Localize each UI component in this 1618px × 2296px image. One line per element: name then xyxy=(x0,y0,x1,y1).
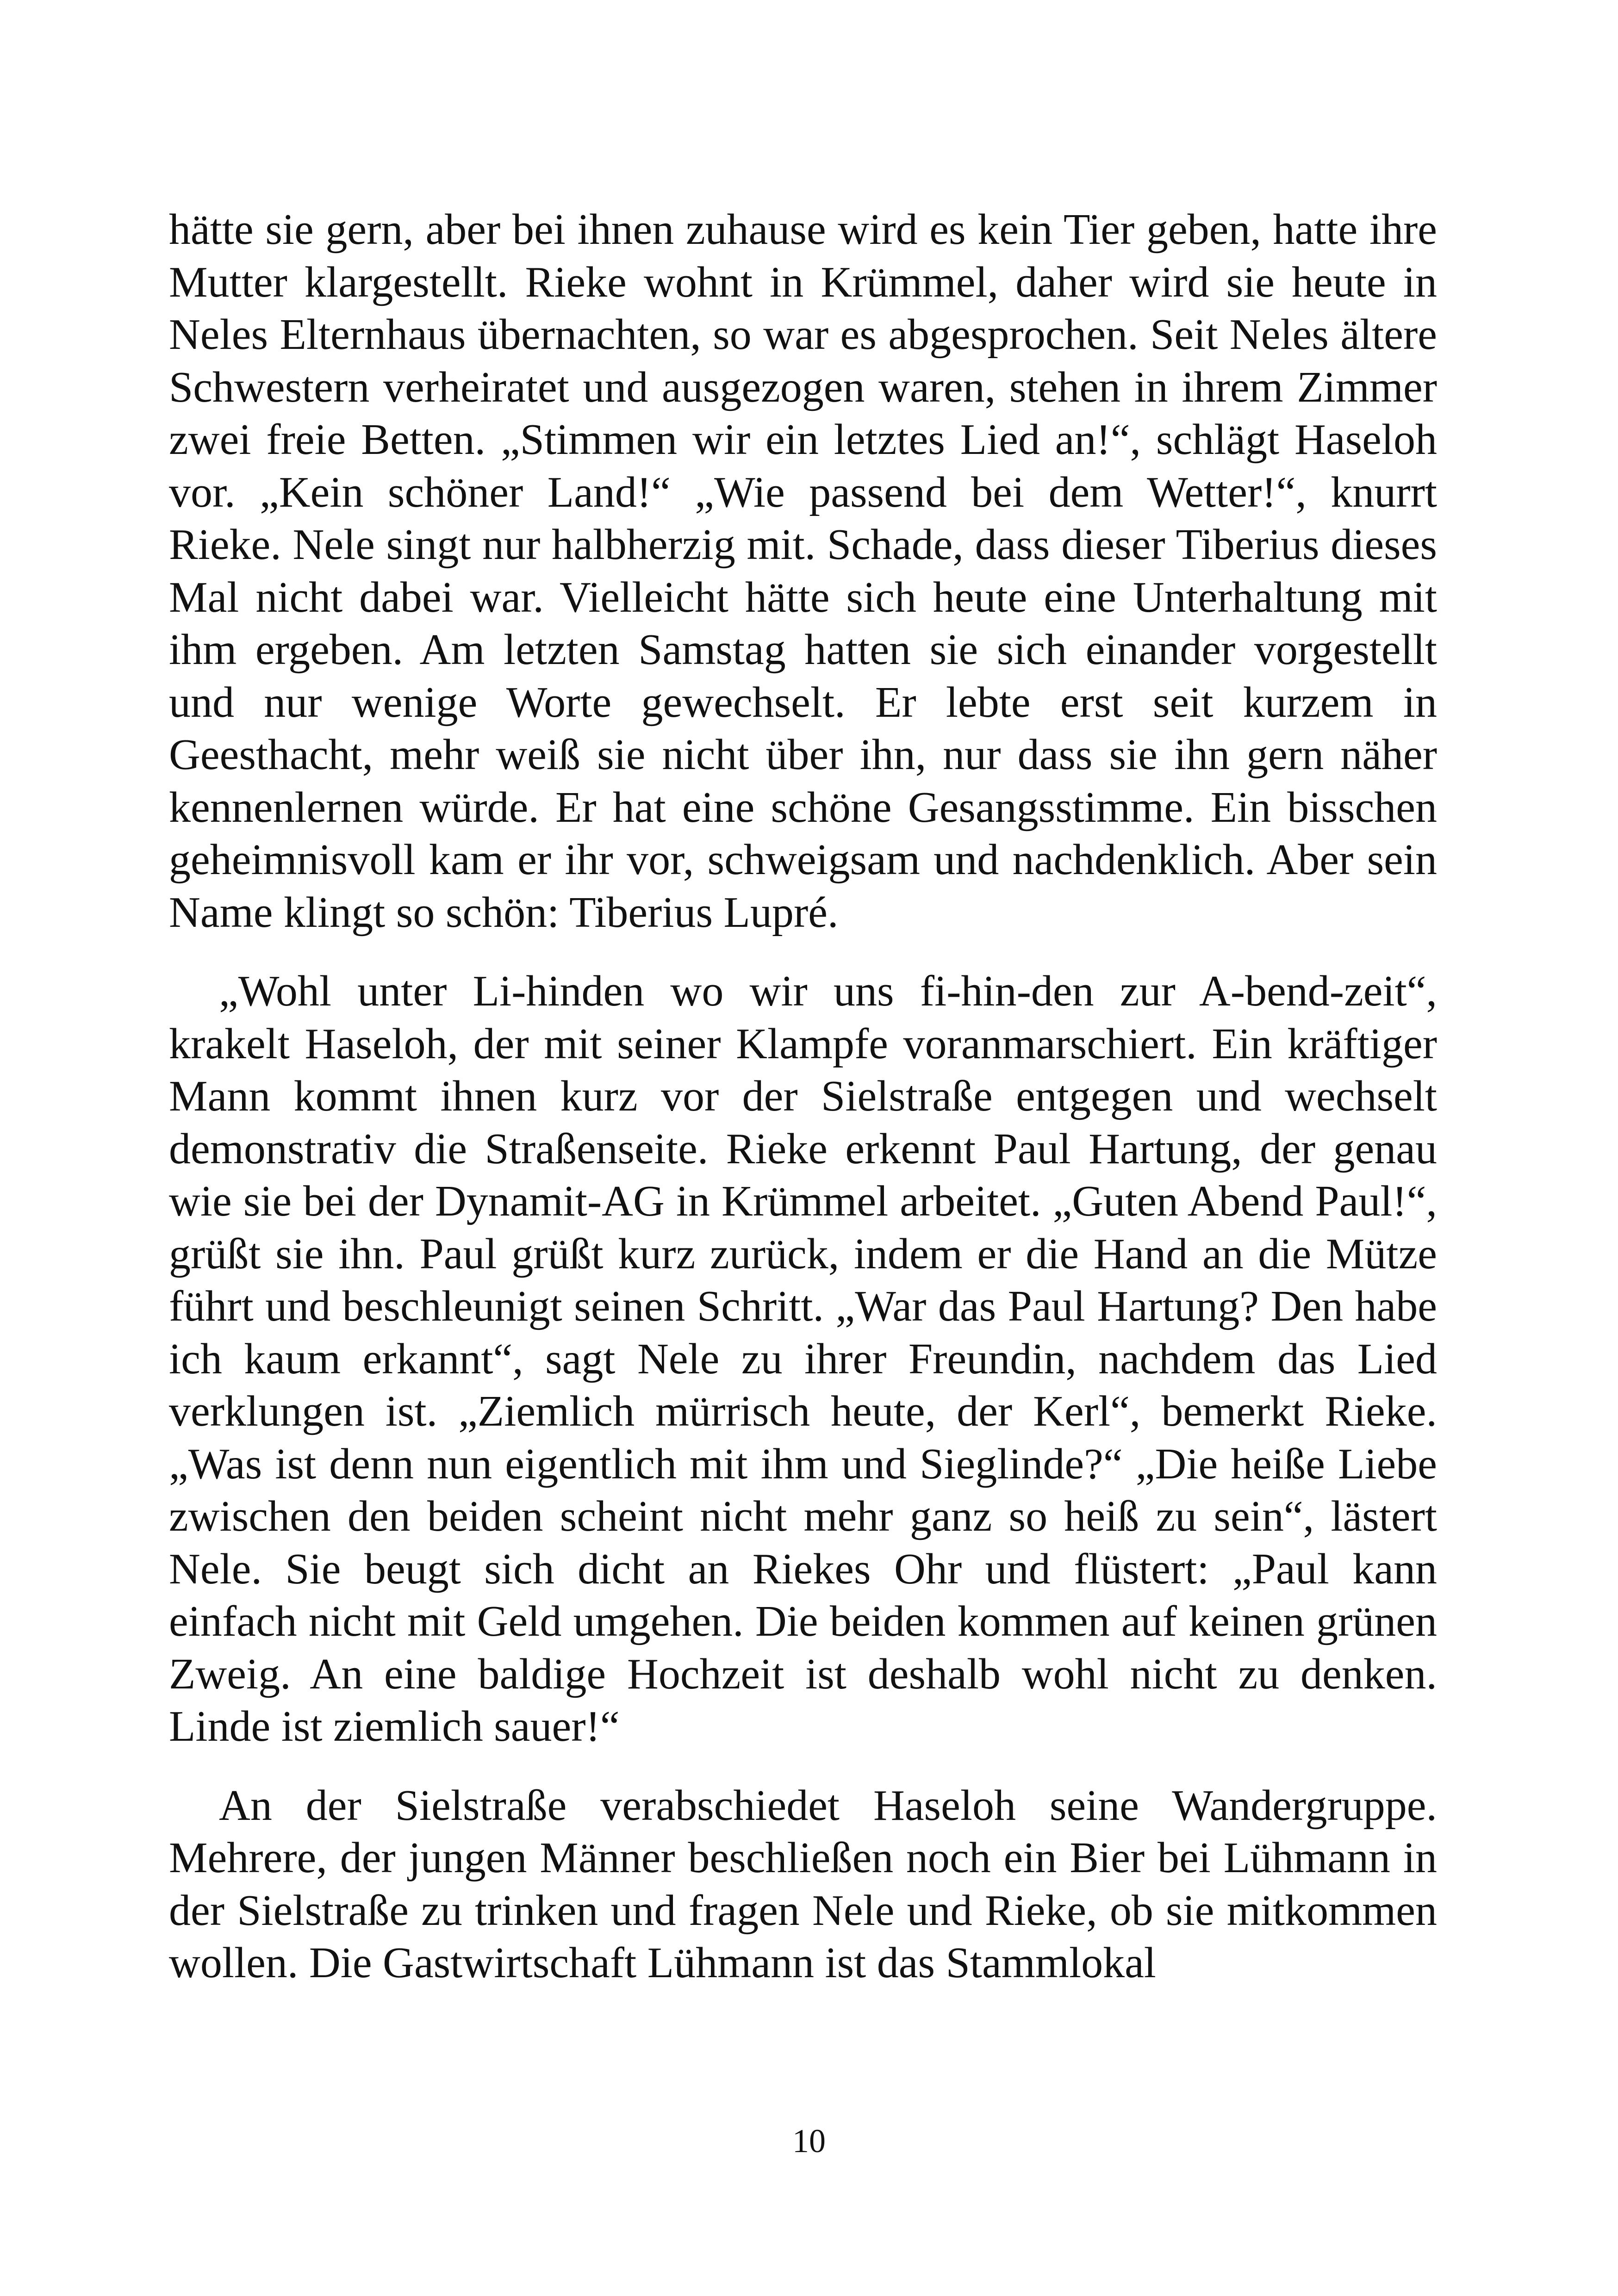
paragraph-1: hätte sie gern, aber bei ihnen zuhause wird es kein Tier geben, hatte ihre Mutter klargestellt. Rieke wohnt in Krümmel, daher wird sie heute in Neles Elternhaus übernachten, so war es abgesprochen. Seit Neles ältere Schwestern verheiratet und ausgezogen waren, stehen in ihrem Zimmer zwei freie Betten. „Stimmen wir ein letztes Lied an!“, schlägt Haseloh vor. „Kein schöner Land!“ „Wie passend bei dem Wetter!“, knurrt Rieke. Nele singt nur halbherzig mit. Schade, dass dieser Tiberius dieses Mal nicht dabei war. Vielleicht hätte sich heute eine Unterhaltung mit ihm ergeben. Am letzten Samstag hatten sie sich einander vorgestellt und nur wenige Worte gewechselt. Er lebte erst seit kurzem in Geesthacht, mehr weiß sie nicht über ihn, nur dass sie ihn gern näher kennenlernen würde. Er hat eine schöne Gesangsstimme. Ein bisschen geheimnisvoll kam er ihr vor, schweigsam und nachdenklich. Aber sein Name klingt so schön: Tiberius Lupré. xyxy=(169,205,1437,937)
paragraph-2: „Wohl unter Li-hinden wo wir uns fi-hin-den zur A-bend-zeit“, krakelt Haseloh, der mit seiner Klampfe voranmarschiert. Ein kräftiger Mann kommt ihnen kurz vor der Sielstraße entgegen und wechselt demonstrativ die Straßenseite. Rieke erkennt Paul Hartung, der genau wie sie bei der Dynamit-AG in Krümmel arbeitet. „Guten Abend Paul!“, grüßt sie ihn. Paul grüßt kurz zurück, indem er die Hand an die Mütze führt und beschleunigt seinen Schritt. „War das Paul Hartung? Den habe ich kaum erkannt“, sagt Nele zu ihrer Freundin, nachdem das Lied verklungen ist. „Ziemlich mürrisch heute, der Kerl“, bemerkt Rieke. „Was ist denn nun eigentlich mit ihm und Sieglinde?“ „Die heiße Liebe zwischen den beiden scheint nicht mehr ganz so heiß zu sein“, lästert Nele. Sie beugt sich dicht an Riekes Ohr und flüstert: „Paul kann einfach nicht mit Geld umgehen. Die beiden kommen auf keinen grünen Zweig. An eine baldige Hochzeit ist deshalb wohl nicht zu denken. Linde ist ziemlich sauer!“ xyxy=(169,967,1437,1750)
body-text xyxy=(169,204,1437,1990)
paragraph-3: An der Sielstraße verabschiedet Haseloh seine Wandergruppe. Mehrere, der jungen Männer beschließen noch ein Bier bei Lühmann in der Sielstraße zu trinken und fragen Nele und Rieke, ob sie mitkommen wollen. Die Gastwirtschaft Lühmann ist das Stammlokal xyxy=(169,1781,1437,1987)
page-number: 10 xyxy=(792,2122,826,2159)
